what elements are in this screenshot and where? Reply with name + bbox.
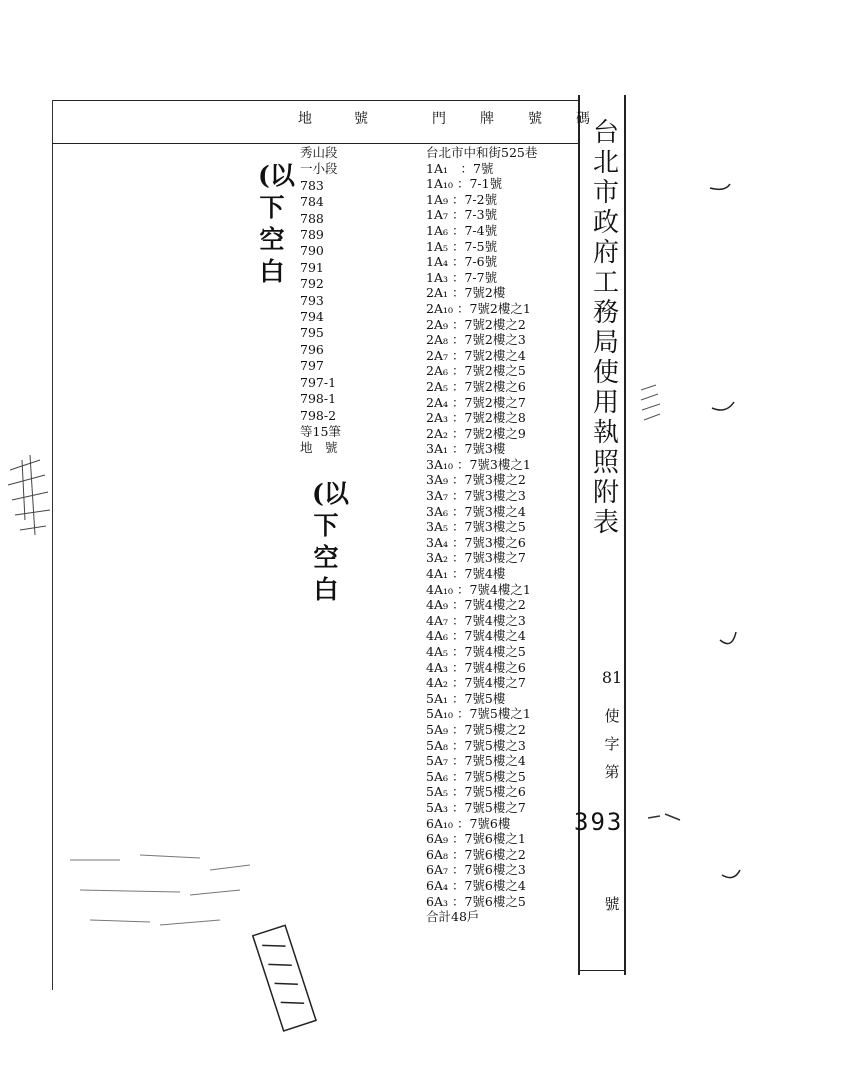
door-number-entry: 3A₁₀ ：7號3樓之1 (426, 456, 531, 472)
title-character: 執 (592, 418, 619, 448)
door-number-entry: 2A₅ ：7號2樓之6 (426, 378, 526, 394)
door-number-entry: 4A₆ ：7號4樓之4 (426, 628, 526, 644)
door-number-entry: 2A₁₀ ：7號2樓之1 (426, 300, 531, 316)
parcel-section: 秀山段 (300, 145, 338, 160)
below-blank-note-left: (以 下 空 白 (258, 161, 295, 286)
door-number-entry: 5A₁ ：7號5樓 (426, 690, 506, 706)
parcel-number: 784 (300, 194, 324, 210)
door-number-entry: 5A₈ ：7號5樓之3 (426, 737, 526, 753)
door-number-entry: 1A₁ ：7號 (426, 160, 494, 176)
below-blank-note-center: (以 下 空 白 (312, 479, 349, 604)
door-number-entry: 2A₇ ：7號2樓之4 (426, 347, 526, 363)
title-character: 北 (592, 148, 619, 178)
title-character: 市 (592, 178, 619, 208)
parcel-number: 795 (300, 325, 324, 341)
parcel-number: 797-1 (300, 374, 337, 390)
title-character: 府 (592, 238, 619, 268)
title-column-right-border (624, 95, 626, 975)
title-character: 表 (592, 508, 619, 538)
door-number-entry: 6A₈ ：7號6樓之2 (426, 846, 526, 862)
permit-year: 81 (601, 668, 623, 687)
permit-number: 393 (574, 808, 624, 836)
note-mark (645, 808, 685, 828)
door-number-entry: 3A₄ ：7號3樓之6 (426, 534, 526, 550)
parcel-footnote-2: 地 號 (300, 440, 338, 456)
parcel-column-header: 地 號 (298, 111, 382, 127)
title-character: 務 (592, 298, 619, 328)
parcel-number: 789 (300, 227, 324, 243)
title-character: 工 (592, 268, 619, 298)
door-number-entry: 6A₄ ：7號6樓之4 (426, 877, 526, 893)
title-character: 政 (592, 208, 619, 238)
door-number-entry: 1A₃ ：7-7號 (426, 269, 498, 285)
door-number-entry: 3A₅ ：7號3樓之5 (426, 519, 526, 535)
door-number-entry: 1A₁₀ ：7-1號 (426, 176, 503, 192)
door-number-entry: 4A₅ ：7號4樓之5 (426, 644, 526, 659)
scan-noise-mark (0, 440, 60, 550)
title-column-bottom-border (578, 970, 626, 971)
door-number-list (426, 161, 586, 910)
total-households: 合計48戶 (426, 909, 480, 925)
door-number-entry: 1A₇ ：7-3號 (426, 207, 498, 223)
door-number-entry: 6A₁₀ ：7號6樓 (426, 815, 511, 831)
faded-handwriting (60, 830, 260, 950)
door-number-entry: 5A₇ ：7號5樓之4 (426, 753, 526, 769)
parcel-number: 798-2 (300, 407, 337, 423)
parcel-footnote-1: 等15筆 (300, 423, 341, 439)
parcel-number: 796 (300, 341, 324, 357)
parcel-number: 797 (300, 358, 324, 374)
parcel-number: 793 (300, 292, 324, 308)
door-number-entry: 4A₁₀ ：7號4樓之1 (426, 581, 531, 597)
parcel-column (300, 145, 420, 457)
parcel-number: 783 (300, 177, 324, 193)
door-number-entry: 6A₇ ：7號6樓之3 (426, 862, 526, 878)
door-column-header: 門 牌 號 碼 (432, 111, 600, 127)
door-number-entry: 3A₁ ：7號3樓 (426, 441, 506, 457)
door-number-entry: 3A₆ ：7號3樓之4 (426, 503, 526, 519)
edge-hatch-mark (636, 380, 666, 430)
parcel-number: 791 (300, 259, 324, 275)
door-number-entry: 2A₈ ：7號2樓之3 (426, 332, 526, 348)
header-divider (52, 143, 580, 144)
door-number-entry: 4A₉ ：7號4樓之2 (426, 597, 526, 613)
parcel-subsection: 一小段 (300, 161, 338, 177)
parcel-number: 790 (300, 243, 324, 259)
table-top-border (52, 100, 580, 101)
parcel-number: 798-1 (300, 391, 337, 407)
door-number-entry: 2A₃ ：7號2樓之8 (426, 410, 526, 426)
permit-suffix: 號 (604, 895, 620, 913)
title-character: 使 (592, 358, 619, 388)
door-number-entry: 1A₄ ：7-6號 (426, 254, 498, 270)
door-number-entry: 2A₂ ：7號2樓之9 (426, 425, 526, 441)
door-number-column (426, 145, 586, 925)
street-address: 台北市中和街525巷 (426, 145, 538, 160)
title-character: 局 (592, 328, 619, 358)
document-title-vertical (588, 118, 624, 538)
door-number-entry: 6A₉ ：7號6樓之1 (426, 831, 526, 847)
parcel-number: 794 (300, 309, 324, 325)
door-number-entry: 2A₉ ：7號2樓之2 (426, 316, 526, 332)
door-number-entry: 5A₁₀ ：7號5樓之1 (426, 706, 531, 722)
door-number-entry: 3A₉ ：7號3樓之2 (426, 472, 526, 488)
door-number-entry: 4A₂ ：7號4樓之7 (426, 675, 526, 691)
door-number-entry: 1A₉ ：7-2號 (426, 191, 498, 207)
margin-marks (700, 170, 760, 890)
door-number-entry: 1A₅ ：7-5號 (426, 238, 498, 254)
door-number-entry: 2A₆ ：7號2樓之5 (426, 363, 526, 379)
door-number-entry: 4A₁ ：7號4樓 (426, 566, 506, 582)
parcel-number: 788 (300, 210, 324, 226)
door-number-entry: 5A₃ ：7號5樓之7 (426, 799, 526, 815)
door-number-entry: 5A₆ ：7號5樓之5 (426, 768, 526, 784)
parcel-number: 792 (300, 276, 324, 292)
door-number-entry: 2A₁ ：7號2樓 (426, 285, 506, 301)
title-character: 用 (592, 388, 619, 418)
door-number-entry: 4A₇ ：7號4樓之3 (426, 612, 526, 628)
door-number-entry: 6A₃ ：7號6樓之5 (426, 893, 526, 909)
door-number-entry: 5A₅ ：7號5樓之6 (426, 784, 526, 800)
parcel-number-list (300, 178, 420, 424)
title-character: 照 (592, 448, 619, 478)
door-number-entry: 3A₇ ：7號3樓之3 (426, 488, 526, 504)
door-number-entry: 2A₄ ：7號2樓之7 (426, 394, 526, 410)
door-number-entry: 4A₃ ：7號4樓之6 (426, 659, 526, 675)
door-number-entry: 1A₆ ：7-4號 (426, 222, 498, 238)
door-number-entry: 5A₉ ：7號5樓之2 (426, 721, 526, 737)
door-number-entry: 3A₂ ：7號3樓之7 (426, 550, 526, 566)
title-character: 台 (592, 118, 619, 148)
title-character: 附 (592, 478, 619, 508)
permit-label: 使 字 第 (604, 707, 620, 781)
